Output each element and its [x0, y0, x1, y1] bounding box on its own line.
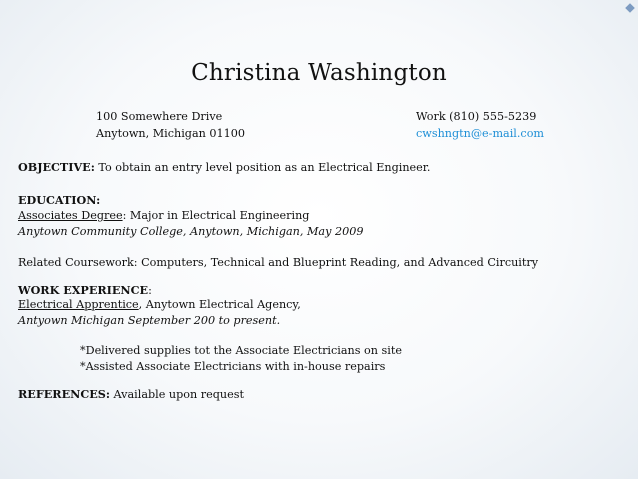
- work-heading-label: WORK EXPERIENCE: [18, 283, 149, 297]
- coursework-line: Related Coursework: Computers, Technical and Blueprint Reading, and Advanced Circuitry: [18, 256, 539, 269]
- objective-label: OBJECTIVE:: [18, 160, 95, 174]
- references-section: [18, 386, 244, 403]
- job-title: Electrical Apprentice: [18, 298, 139, 311]
- references-text: Available upon request: [110, 388, 244, 401]
- degree-line: [18, 208, 309, 224]
- duty-item: *Assisted Associate Electricians with in-house repairs: [80, 360, 386, 373]
- email-link[interactable]: cwshngtn@e-mail.com: [416, 127, 545, 140]
- address-line-1: 100 Somewhere Drive: [96, 110, 223, 123]
- phone-number: Work (810) 555-5239: [416, 110, 537, 123]
- degree-detail: : Major in Electrical Engineering: [122, 209, 310, 222]
- job-location-dates: Antyown Michigan September 200 to present.: [18, 314, 281, 327]
- references-label: REFERENCES:: [18, 387, 110, 401]
- address-line-2: Anytown, Michigan 01100: [96, 127, 245, 140]
- employer: , Anytown Electrical Agency,: [138, 298, 301, 311]
- duty-item: *Delivered supplies tot the Associate Electricians on site: [80, 344, 402, 357]
- work-heading-colon: :: [148, 284, 152, 297]
- objective-section: [18, 159, 430, 176]
- page-title: Christina Washington: [191, 60, 447, 86]
- job-title-line: [18, 297, 301, 313]
- degree-name: Associates Degree: [18, 209, 123, 222]
- objective-text: To obtain an entry level position as an Electrical Engineer.: [94, 161, 431, 174]
- education-heading: EDUCATION:: [18, 193, 101, 207]
- school-line: Anytown Community College, Anytown, Michigan, May 2009: [18, 225, 364, 238]
- corner-diamond-icon: [625, 3, 635, 13]
